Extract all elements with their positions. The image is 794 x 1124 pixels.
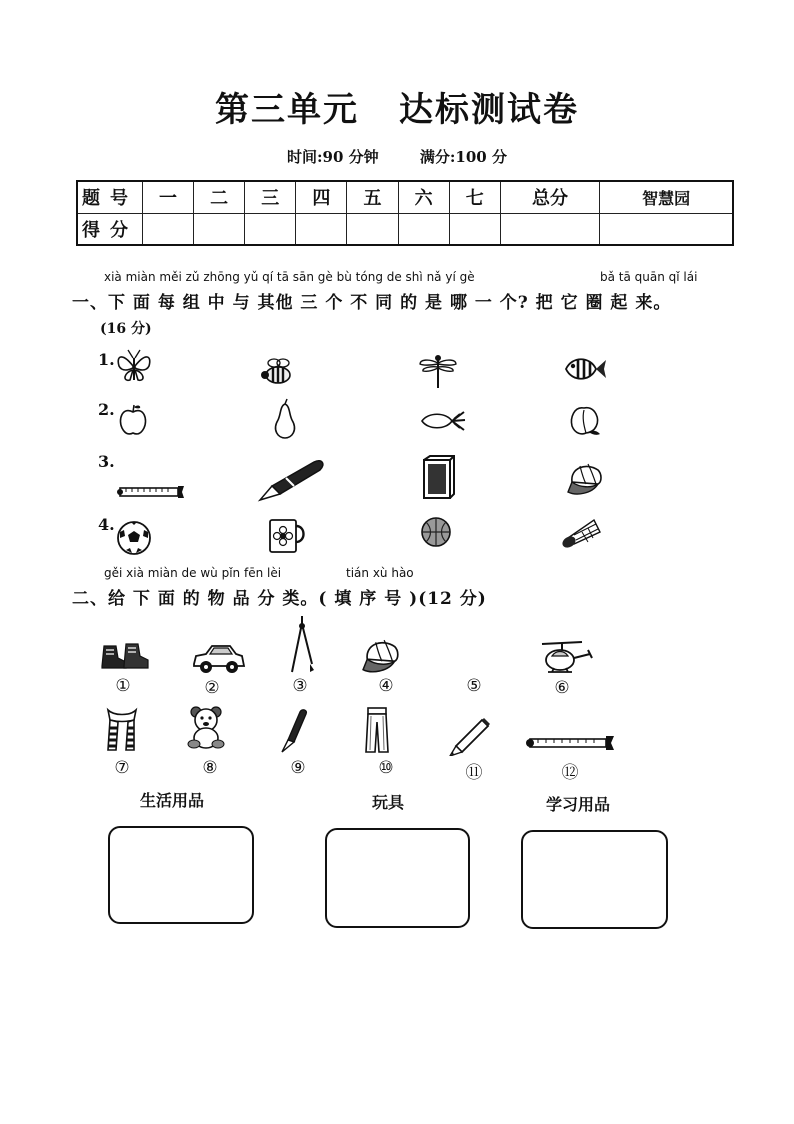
- col-2: 二: [194, 181, 245, 213]
- toy-car-icon[interactable]: [190, 642, 246, 676]
- header-label: 题号: [77, 181, 143, 213]
- col-4: 四: [296, 181, 347, 213]
- pencil-icon[interactable]: [448, 716, 492, 756]
- score-label: 得分: [77, 213, 143, 245]
- score-cell[interactable]: [194, 213, 245, 245]
- item-number: ⑧: [202, 758, 218, 778]
- score-cell[interactable]: [449, 213, 500, 245]
- item-number: ⑦: [114, 758, 130, 778]
- bee-icon[interactable]: [260, 356, 296, 386]
- score-cell[interactable]: [347, 213, 398, 245]
- apple-icon[interactable]: [118, 402, 148, 438]
- shuttlecock-icon[interactable]: [560, 516, 604, 550]
- item-number: ⑤: [466, 676, 482, 696]
- pen-icon[interactable]: [276, 708, 308, 754]
- title-test: 达标测试卷: [399, 90, 579, 130]
- col-1: 一: [143, 181, 194, 213]
- category-toys: 玩具: [372, 793, 405, 812]
- q1-text: 一、下 面 每 组 中 与 其他 三 个 不 同 的 是 哪 一 个? 把 它 圈 起 来。: [72, 293, 672, 313]
- time-limit: 时间:90 分钟: [287, 148, 379, 166]
- answer-box-daily-goods[interactable]: [108, 826, 254, 924]
- item-number: ①: [115, 676, 131, 696]
- item-number: ③: [292, 676, 308, 696]
- col-6: 六: [398, 181, 449, 213]
- scarf-icon[interactable]: [104, 706, 140, 752]
- dragonfly-icon[interactable]: [418, 352, 458, 390]
- score-cell[interactable]: [600, 213, 733, 245]
- item-number: ⑨: [290, 758, 306, 778]
- score-cell[interactable]: [245, 213, 296, 245]
- score-cell[interactable]: [398, 213, 449, 245]
- page-title: [0, 82, 794, 131]
- q1-row-4-num: 4.: [98, 515, 115, 534]
- cap-icon[interactable]: [360, 636, 404, 676]
- q2-pinyin: gěi xià miàn de wù pǐn fēn lèi: [104, 566, 282, 580]
- col-bonus: 智慧园: [600, 181, 733, 213]
- score-cell[interactable]: [296, 213, 347, 245]
- pear-icon[interactable]: [270, 398, 300, 440]
- fish-icon[interactable]: [562, 352, 608, 386]
- col-3: 三: [245, 181, 296, 213]
- answer-box-school-supplies[interactable]: [521, 830, 668, 929]
- score-cell[interactable]: [500, 213, 600, 245]
- q1-row-1-num: 1.: [98, 350, 115, 369]
- q1-row-3-num: 3.: [98, 452, 115, 471]
- score-cell[interactable]: [143, 213, 194, 245]
- title-unit: 第三单元: [215, 90, 359, 130]
- q1-pinyin-2: bǎ tā quān qǐ lái: [600, 270, 698, 284]
- item-number: ⑪: [465, 763, 483, 783]
- toy-helicopter-icon[interactable]: [538, 638, 596, 676]
- q1-points: (16 分): [100, 321, 152, 337]
- col-total: 总分: [500, 181, 600, 213]
- item-number: ⑩: [378, 758, 394, 778]
- item-number: ⑥: [554, 678, 570, 698]
- item-number: ②: [204, 678, 220, 698]
- score-table: [76, 180, 734, 246]
- col-7: 七: [449, 181, 500, 213]
- radish-icon[interactable]: [420, 408, 466, 434]
- ruler-icon[interactable]: [524, 734, 616, 752]
- book-icon[interactable]: [420, 454, 456, 502]
- mug-icon[interactable]: [266, 516, 308, 556]
- item-number: ④: [378, 676, 394, 696]
- q2-pinyin-2: tián xù hào: [346, 566, 414, 580]
- teddy-bear-icon[interactable]: [186, 706, 226, 750]
- col-5: 五: [347, 181, 398, 213]
- q1-pinyin: xià miàn měi zǔ zhōng yǔ qí tā sān gè bù tóng de shì nǎ yí gè: [104, 270, 475, 284]
- item-number: ⑫: [561, 763, 579, 783]
- compass-icon[interactable]: [290, 614, 314, 674]
- peach-icon[interactable]: [568, 402, 602, 438]
- soccer-ball-icon[interactable]: [116, 520, 152, 556]
- shoes-icon[interactable]: [100, 640, 150, 672]
- subtitle: [0, 146, 794, 167]
- category-school-supplies: 学习用品: [546, 795, 611, 814]
- trousers-icon[interactable]: [362, 706, 392, 754]
- category-daily-goods: 生活用品: [140, 791, 205, 810]
- ruler-icon[interactable]: [116, 484, 186, 500]
- full-score: 满分:100 分: [419, 148, 507, 166]
- butterfly-icon[interactable]: [114, 348, 154, 386]
- answer-box-toys[interactable]: [325, 828, 470, 928]
- basketball-icon[interactable]: [420, 516, 452, 548]
- cap-icon[interactable]: [566, 460, 606, 498]
- q1-row-2-num: 2.: [98, 400, 115, 419]
- pen-icon[interactable]: [256, 456, 328, 502]
- q2-text: 二、给 下 面 的 物 品 分 类。( 填 序 号 )(12 分): [72, 589, 487, 609]
